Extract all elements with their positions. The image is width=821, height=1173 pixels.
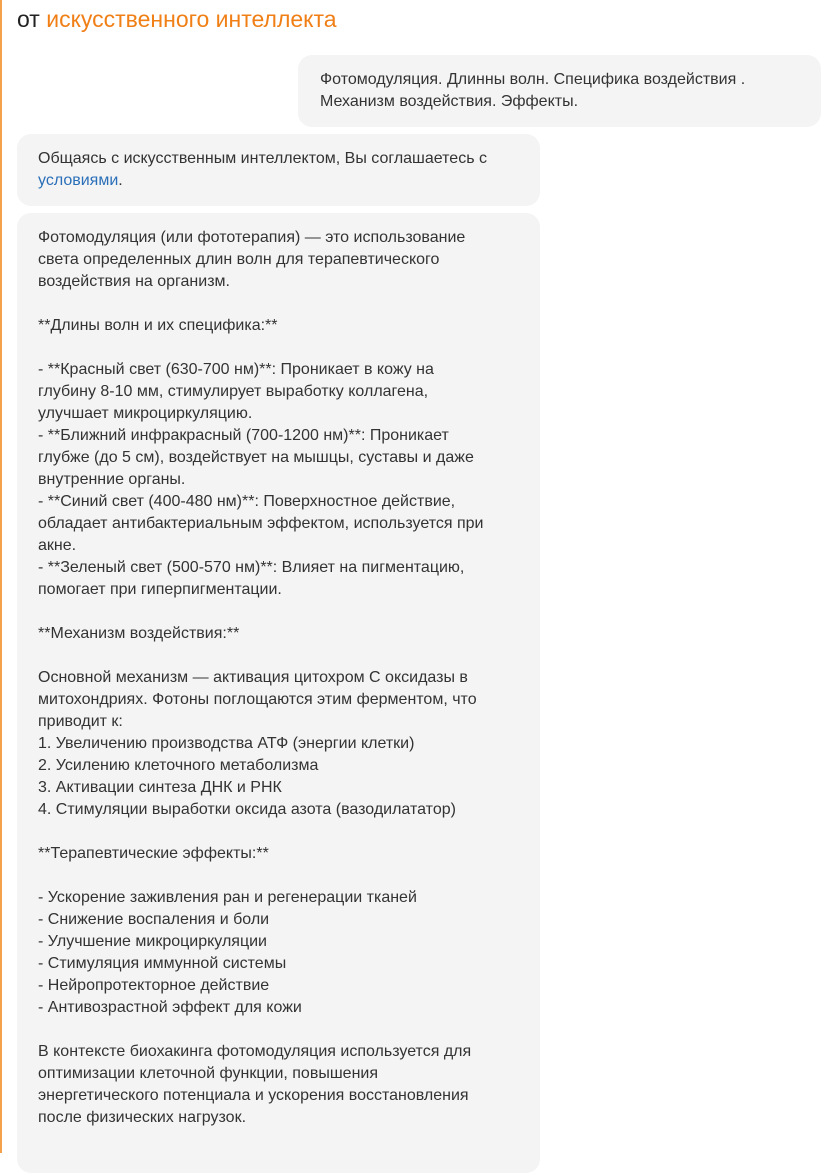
answer-line: глубину 8-10 мм, стимулирует выработку коллагена, xyxy=(38,383,429,400)
answer-line: энергетического потенциала и ускорения восстановления xyxy=(38,1087,469,1104)
answer-line: митохондриях. Фотоны поглощаются этим ферментом, что xyxy=(38,691,477,708)
answer-line xyxy=(38,1019,520,1041)
answer-line xyxy=(38,293,520,315)
header-prefix: от xyxy=(17,6,40,32)
terms-notice-period: . xyxy=(118,172,123,189)
answer-line: Основной механизм — активация цитохром C оксидазы в xyxy=(38,669,468,686)
answer-line: воздействия на организм. xyxy=(38,273,230,290)
answer-line xyxy=(38,821,520,843)
answer-line xyxy=(38,601,520,623)
answer-line: оптимизации клеточной функции, повышения xyxy=(38,1065,378,1082)
answer-line: - Стимуляция иммунной системы xyxy=(38,955,287,972)
answer-line: - Снижение воспаления и боли xyxy=(38,911,270,928)
answer-line: - **Красный свет (630-700 нм)**: Проникает в кожу на xyxy=(38,361,434,378)
answer-line: - Антивозрастной эффект для кожи xyxy=(38,999,302,1016)
answer-line: помогает при гиперпигментации. xyxy=(38,581,282,598)
answer-line: **Терапевтические эффекты:** xyxy=(38,845,269,862)
answer-line: 3. Активации синтеза ДНК и РНК xyxy=(38,779,282,796)
answer-line: - **Ближний инфракрасный (700-1200 нм)**: Проникает xyxy=(38,427,449,444)
answer-line: - Ускорение заживления ран и регенерации тканей xyxy=(38,889,417,906)
answer-line: улучшает микроциркуляцию. xyxy=(38,405,253,422)
answer-line: - **Зеленый свет (500-570 нм)**: Влияет на пигментацию, xyxy=(38,559,465,576)
answer-line: 1. Увеличению производства АТФ (энергии клетки) xyxy=(38,735,415,752)
answer-line: акне. xyxy=(38,537,77,554)
answer-line xyxy=(38,645,520,667)
answer-line: после физических нагрузок. xyxy=(38,1109,247,1126)
answer-line: - Улучшение микроциркуляции xyxy=(38,933,267,950)
answer-line xyxy=(38,337,520,359)
answer-line: - **Синий свет (400-480 нм)**: Поверхностное действие, xyxy=(38,493,456,510)
answer-line: 4. Стимуляции выработки оксида азота (вазодилататор) xyxy=(38,801,456,818)
answer-line: **Длины волн и их специфика:** xyxy=(38,317,278,334)
answer-line: света определенных длин волн для терапевтического xyxy=(38,251,440,268)
answer-line: приводит к: xyxy=(38,713,123,730)
ai-answer-text xyxy=(38,227,520,1129)
answer-line: обладает антибактериальным эффектом, используется при xyxy=(38,515,484,532)
header-accent-title: искусственного интеллекта xyxy=(46,6,337,32)
page-header xyxy=(17,4,337,34)
terms-notice-text: Общаясь с искусственным интеллектом, Вы соглашаетесь с xyxy=(38,150,487,167)
answer-line: 2. Усилению клеточного метаболизма xyxy=(38,757,319,774)
user-message-line: Фотомодуляция. Длинны волн. Специфика воздействия . xyxy=(320,71,746,88)
answer-line: - Нейропротекторное действие xyxy=(38,977,270,994)
answer-line xyxy=(38,865,520,887)
user-message-bubble xyxy=(298,55,821,127)
answer-line: глубже (до 5 см), воздействует на мышцы, суставы и даже xyxy=(38,449,474,466)
left-accent-rule xyxy=(0,0,2,1153)
answer-line: внутренние органы. xyxy=(38,471,186,488)
answer-line: Фотомодуляция (или фототерапия) — это использование xyxy=(38,229,466,246)
terms-notice-bubble xyxy=(17,134,540,206)
ai-answer-bubble xyxy=(17,213,540,1173)
user-message-line: Механизм воздействия. Эффекты. xyxy=(320,93,579,110)
answer-line: **Механизм воздействия:** xyxy=(38,625,240,642)
answer-line: В контексте биохакинга фотомодуляция используется для xyxy=(38,1043,472,1060)
terms-link[interactable]: условиями xyxy=(38,172,119,189)
